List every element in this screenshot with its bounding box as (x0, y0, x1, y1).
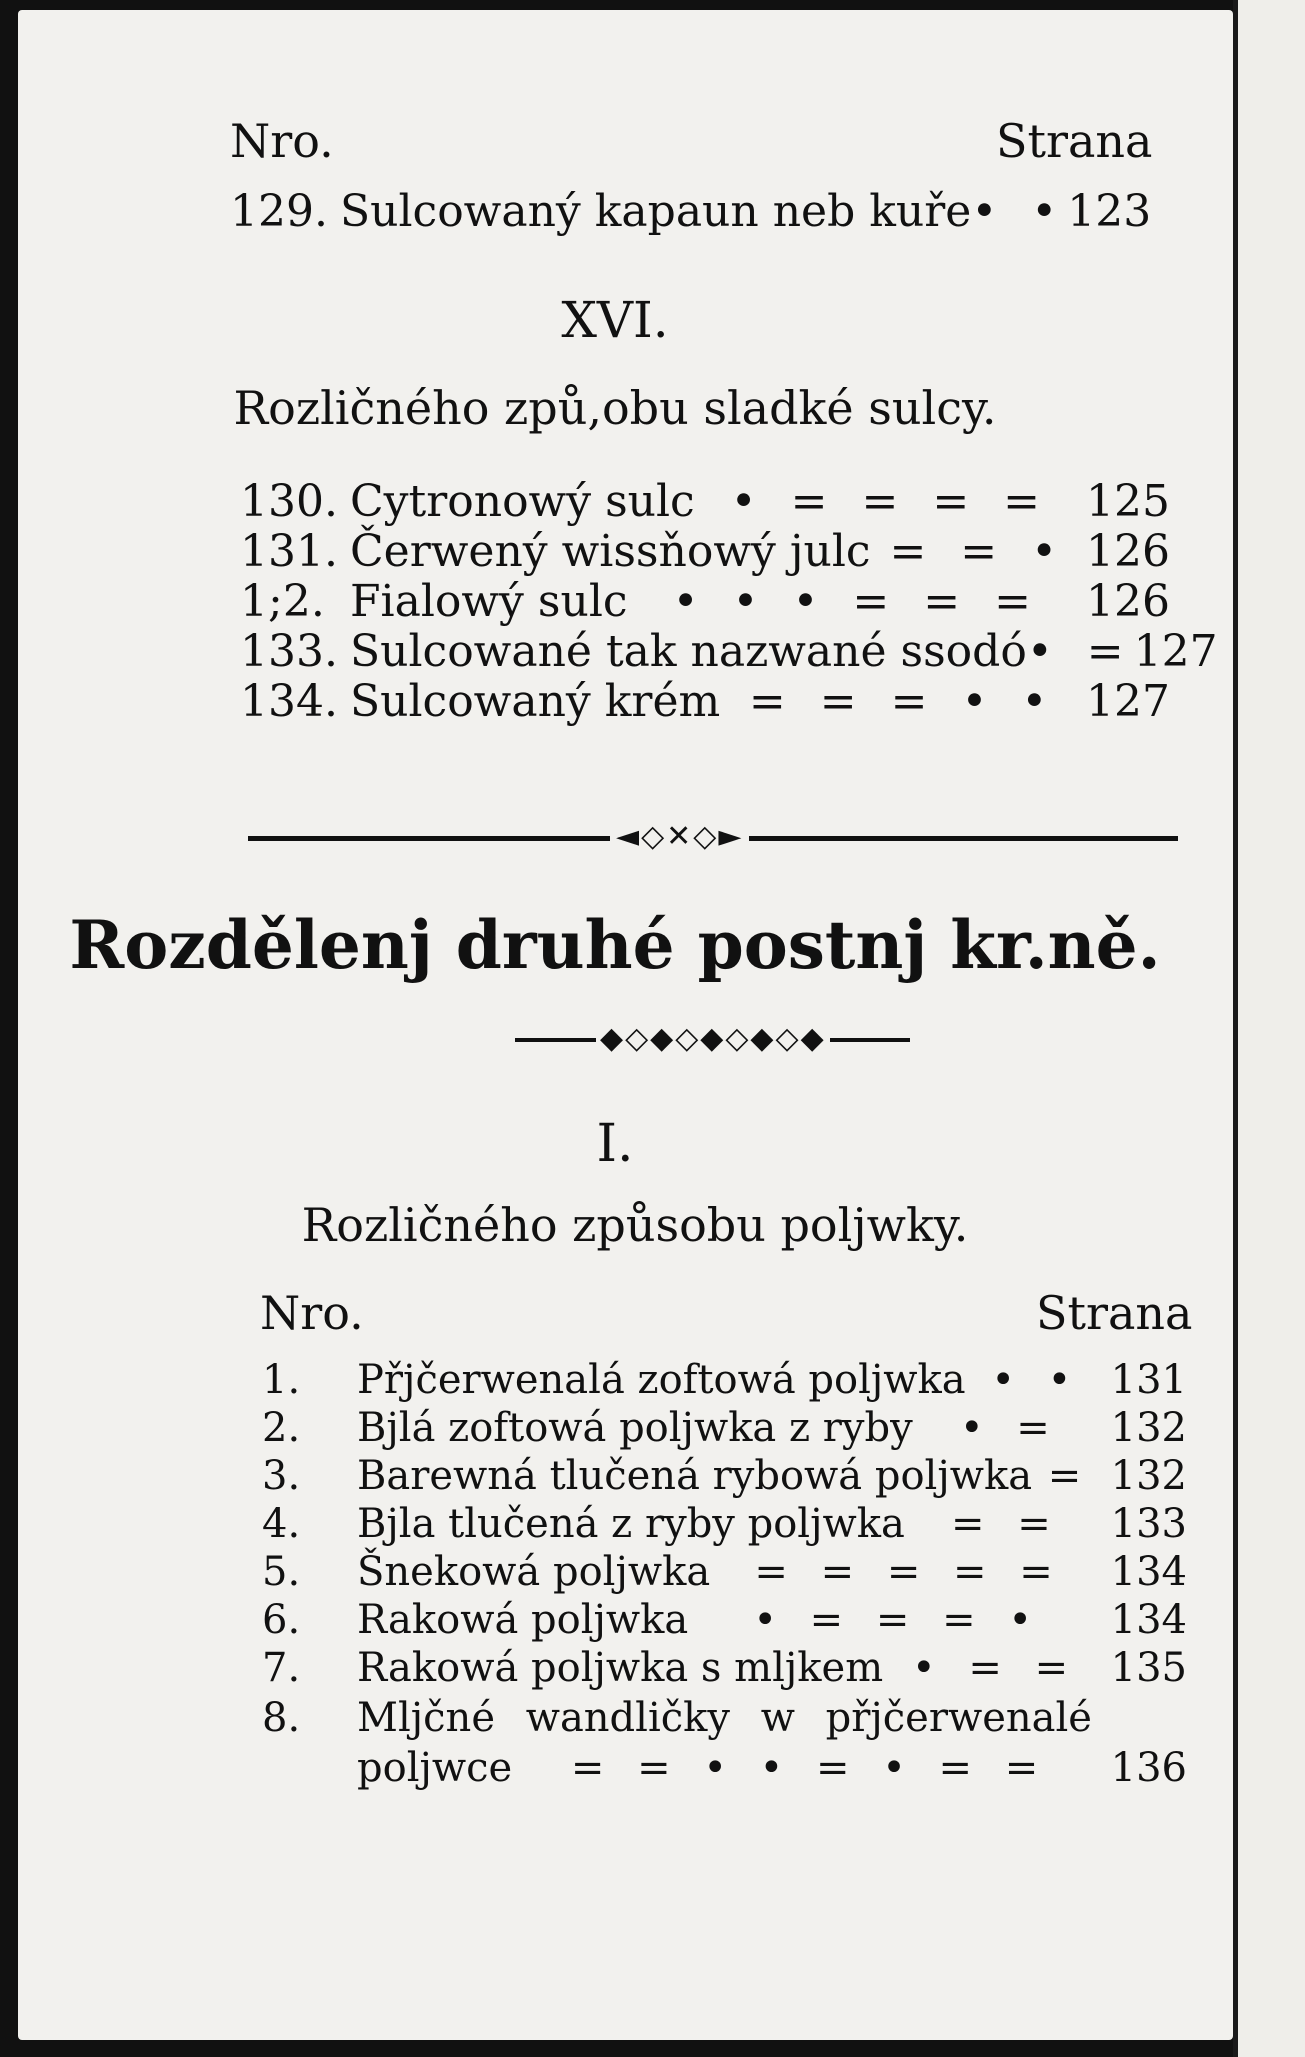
section-heading: Rozličného způ,obu sladké sulcy. (233, 381, 997, 435)
ornament-glyph: ◄◇✕◇► (610, 822, 749, 852)
entry-title-continued: poljwce (357, 1745, 513, 1791)
section-numeral: XVI. (561, 291, 669, 349)
entry-leader: • • (991, 1357, 1082, 1403)
toc-entry (230, 186, 1152, 237)
entry-page: 134 (1110, 1597, 1187, 1643)
entry-title: Mljčné wandličky w přjčerwenalé (357, 1695, 1092, 1741)
ornament-glyph: ◆◇◆◇◆◇◆◇◆ (596, 1024, 830, 1054)
entry-leader: • = = = = (730, 476, 1051, 527)
entry-number: 131. (240, 526, 338, 577)
toc-entry (262, 1597, 1187, 1643)
entry-number: 134. (240, 676, 338, 727)
entry-page: 132 (1110, 1405, 1187, 1451)
section-numeral: I. (596, 1114, 634, 1174)
entry-title: Sulcowané tak nazwané ssodó (350, 626, 1027, 677)
entry-title: Bjla tlučená z ryby poljwka (357, 1501, 905, 1547)
toc-entry (262, 1501, 1187, 1547)
entry-page: 125 (1086, 476, 1170, 527)
entry-number: 7. (262, 1645, 301, 1691)
entry-number: 4. (262, 1501, 301, 1547)
entry-title: Barewná tlučená rybowá poljwka (357, 1453, 1033, 1499)
entry-number: 133. (240, 626, 338, 677)
entry-number: 6. (262, 1597, 301, 1643)
entry-page: 133 (1110, 1501, 1187, 1547)
entry-leader: • = (959, 1405, 1060, 1451)
entry-page: 123 (1067, 186, 1152, 237)
toc-entry (240, 526, 1170, 577)
entry-leader: • = = (912, 1645, 1079, 1691)
entry-leader: • = (1026, 626, 1134, 677)
part-title: Rozdělenj druhé postnj kr.ně. (69, 906, 1161, 984)
toc-entry (240, 476, 1170, 527)
strana-header: Strana (996, 114, 1153, 168)
entry-number: 1. (262, 1357, 301, 1403)
entry-leader: = = (951, 1501, 1061, 1547)
entry-page: 136 (1110, 1745, 1187, 1791)
entry-leader: • • • = = = (672, 576, 1041, 627)
entry-leader: = = • (889, 526, 1068, 577)
entry-number: 8. (262, 1695, 301, 1741)
toc-entry (262, 1357, 1187, 1403)
entry-number: 129. (230, 186, 328, 237)
entry-page: 126 (1086, 576, 1170, 627)
entry-leader: = = = = = (754, 1549, 1063, 1595)
entry-number: 2. (262, 1405, 301, 1451)
entry-page: 126 (1086, 526, 1170, 577)
toc-entry (262, 1645, 1187, 1691)
toc-entry (262, 1453, 1187, 1499)
nro-header: Nro. (260, 1286, 364, 1340)
entry-number: 130. (240, 476, 338, 527)
entry-leader: = (1047, 1453, 1092, 1499)
nro-header: Nro. (230, 114, 334, 168)
entry-number: 5. (262, 1549, 301, 1595)
entry-number: 1;2. (240, 576, 325, 627)
entry-leader: • • (971, 186, 1068, 237)
entry-title: Šnekowá poljwka (357, 1549, 711, 1595)
section-heading: Rozličného způsobu poljwky. (301, 1198, 969, 1252)
toc-entry (262, 1549, 1187, 1595)
toc-entry (262, 1695, 1187, 1741)
entry-page: 127 (1086, 676, 1170, 727)
entry-page: 127 (1133, 626, 1218, 677)
toc-entry (240, 576, 1170, 627)
toc-entry-continuation (357, 1745, 1187, 1791)
entry-leader: • = = = • (753, 1597, 1042, 1643)
entry-title: Cytronowý sulc (350, 476, 695, 527)
toc-entry (240, 676, 1170, 727)
entry-page: 135 (1110, 1645, 1187, 1691)
entry-page: 134 (1110, 1549, 1187, 1595)
toc-entry (240, 626, 1218, 677)
entry-title: Fialowý sulc (350, 576, 628, 627)
entry-title: Přjčerwenalá zoftowá poljwka (357, 1357, 966, 1403)
toc-entry (262, 1405, 1187, 1451)
strana-header: Strana (1036, 1286, 1193, 1340)
entry-leader: = = = • • (748, 676, 1058, 727)
entry-title: Bjlá zoftowá poljwka z ryby (357, 1405, 913, 1451)
entry-title: Sulcowaný krém (350, 676, 721, 727)
entry-page: 132 (1110, 1453, 1187, 1499)
entry-number: 3. (262, 1453, 301, 1499)
entry-leader: = = • • = • = = (570, 1745, 1049, 1791)
entry-title: Čerwený wissňowý julc (350, 526, 871, 577)
entry-title: Rakowá poljwka (357, 1597, 689, 1643)
entry-title: Rakowá poljwka s mljkem (357, 1645, 884, 1691)
entry-page: 131 (1110, 1357, 1187, 1403)
entry-title: Sulcowaný kapaun neb kuře (340, 186, 972, 237)
